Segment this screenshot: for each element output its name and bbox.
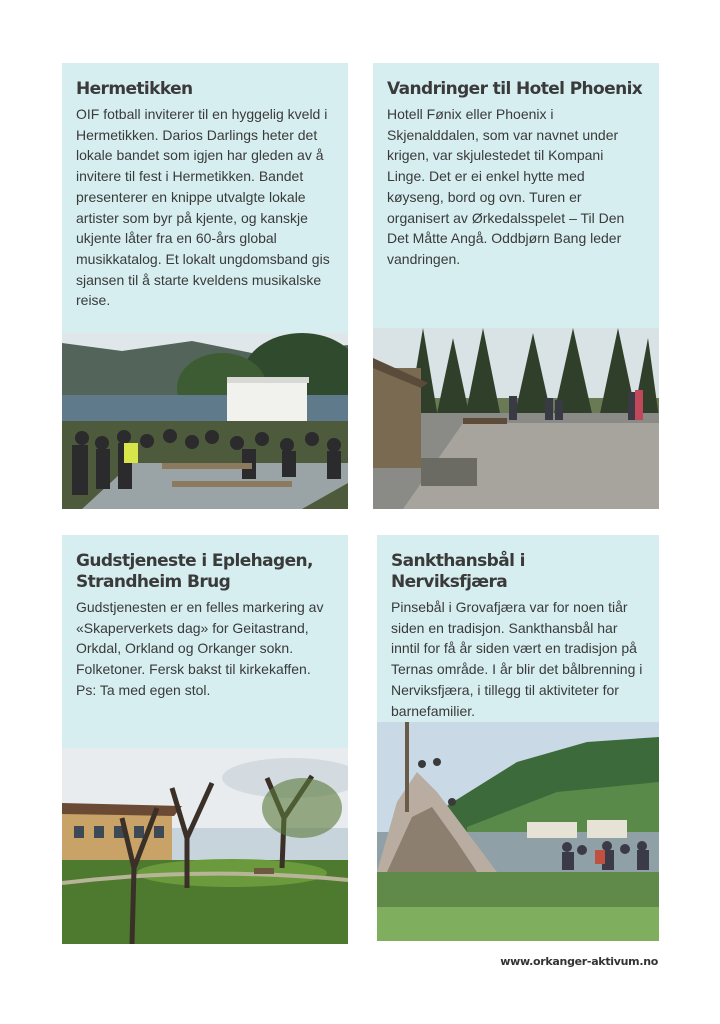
card-title: Sankthansbål i Nerviksfjæra — [391, 551, 525, 592]
card-hotel-phoenix — [373, 63, 659, 509]
card-body: Gudstjenesten er en felles markering av «Skaperverkets dag» for Geitastrand, Orkdal, Orkland og Orkanger sokn. Folketoner. Fersk bakst til kirkekaffen. Ps: Ta med egen stol. — [76, 599, 324, 698]
card-title: Gudstjeneste i Eplehagen, Strandheim Brug — [76, 551, 313, 592]
card-hermetikken — [62, 63, 348, 509]
apple-garden-photo — [62, 748, 348, 944]
card-body: OIF fotball inviterer til en hyggelig kveld i Hermetikken. Darios Darlings heter det lokale bandet som igjen har gleden av å invitere til fest i Hermetikken. Bandet presenterer en knippe utvalgte lokale artister som byr på kjente, og kanskje ukjente låter fra en 60-års global musikkatalog. Et lokalt ungdomsband gis sjansen til å starte kveldens musikalske reise. — [76, 106, 330, 309]
card-title: Hermetikken — [76, 79, 193, 99]
concert-photo — [62, 333, 348, 509]
forest-cabin-photo — [373, 328, 659, 509]
card-sankthansbal — [377, 535, 659, 941]
card-gudstjeneste — [62, 535, 348, 944]
card-body: Pinsebål i Grovafjæra var for noen tiår siden en tradisjon. Sankthansbål har inntil for få år siden vært en tradisjon på Ternas område. I år blir det bålbrenning i Nerviksfjæra, i tillegg til aktiviteter for barnefamilier. — [391, 599, 643, 719]
card-title: Vandringer til Hotel Phoenix — [387, 79, 643, 99]
card-body: Hotell Fønix eller Phoenix i Skjenalddalen, som var navnet under krigen, var skjulestedet til Kompani Linge. Det er ei enkel hytte med køyseng, bord og ovn. Turen er organisert av Ørkedalsspelet – Til Den Det Måtte Angå. Oddbjørn Bang leder vandringen. — [387, 106, 625, 267]
bonfire-photo — [377, 722, 659, 941]
footer-url[interactable]: www.orkanger-aktivum.no — [500, 955, 658, 968]
